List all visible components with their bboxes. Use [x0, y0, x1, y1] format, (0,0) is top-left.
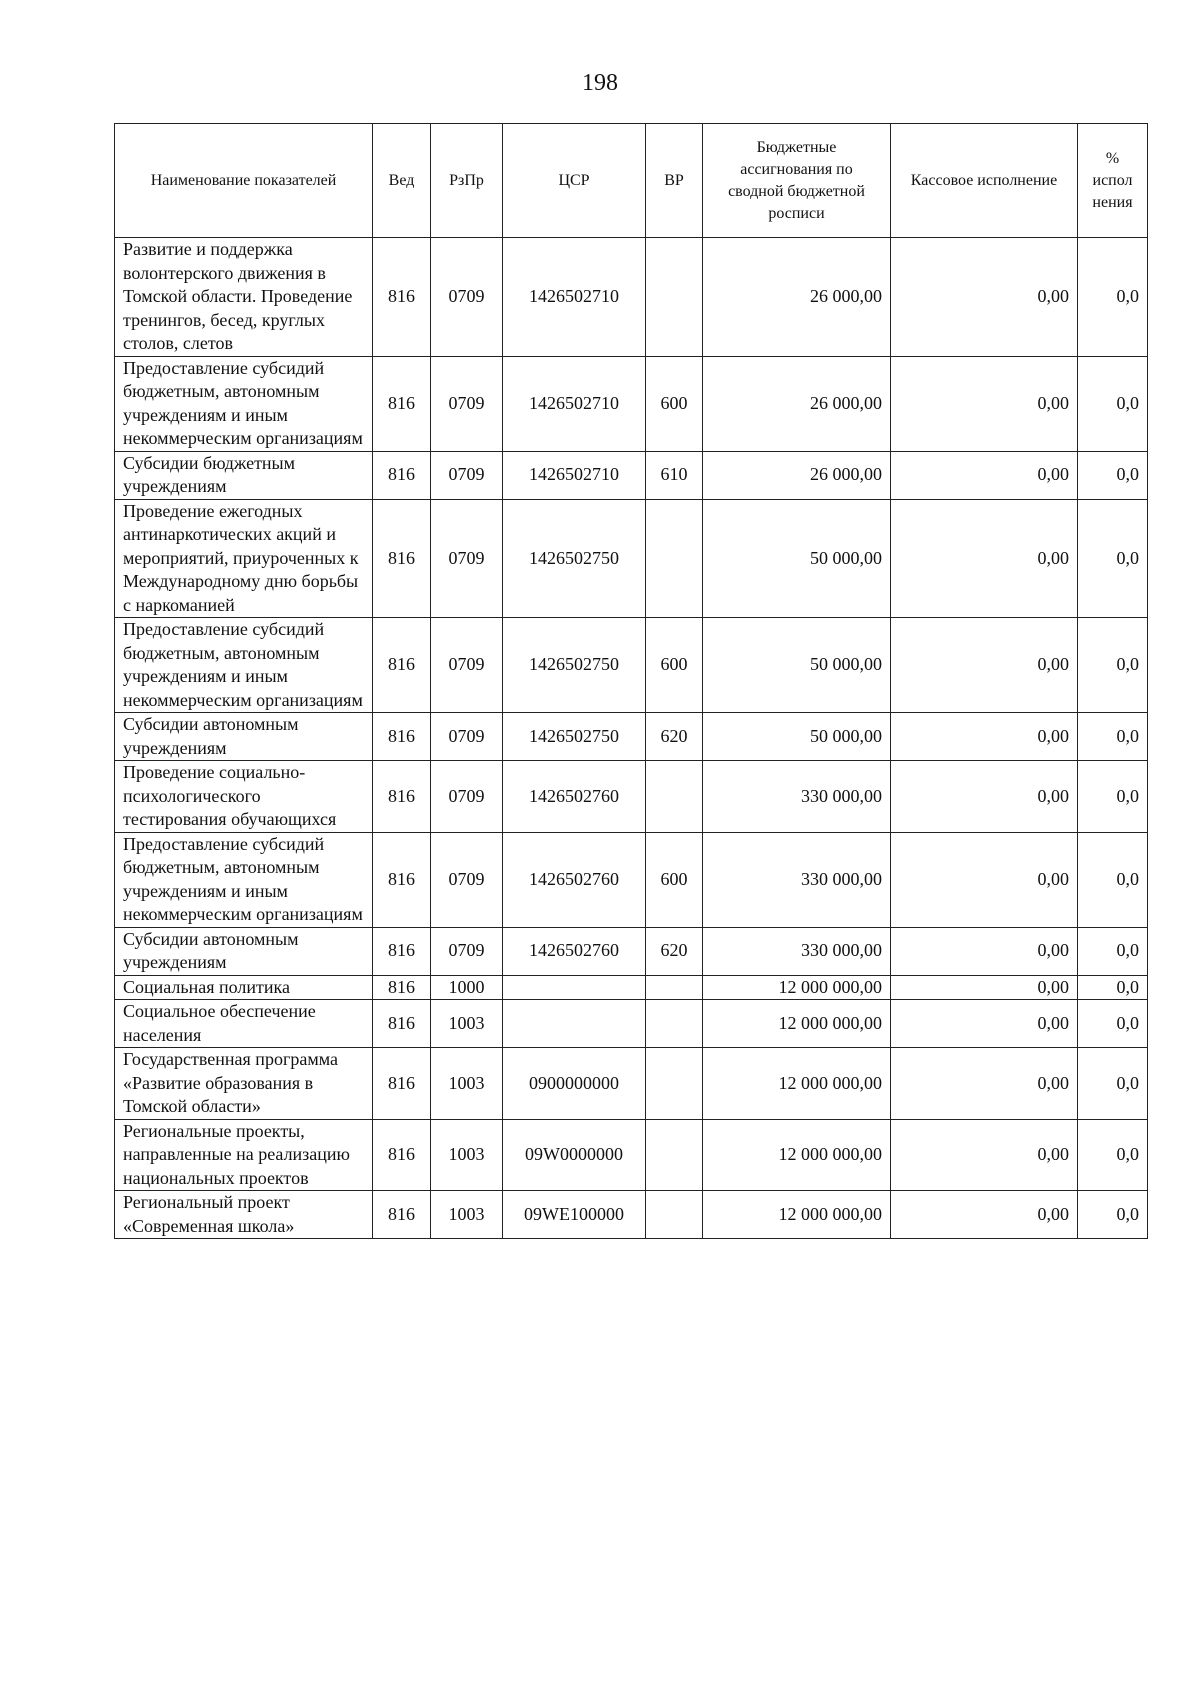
- cell-rzpr: 0709: [431, 761, 503, 833]
- cell-percent: 0,0: [1078, 451, 1148, 499]
- cell-vr: [646, 238, 703, 357]
- cell-csr: 1426502750: [503, 499, 646, 618]
- table-row: [115, 713, 1148, 761]
- cell-csr: 1426502750: [503, 713, 646, 761]
- cell-budget: 26 000,00: [703, 356, 891, 451]
- cell-rzpr: 0709: [431, 356, 503, 451]
- header-name: Наименование показателей: [115, 124, 373, 238]
- table-row: [115, 356, 1148, 451]
- cell-budget: 12 000 000,00: [703, 975, 891, 1000]
- cell-vr: [646, 761, 703, 833]
- cell-cash: 0,00: [891, 1119, 1078, 1191]
- cell-rzpr: 0709: [431, 451, 503, 499]
- cell-vr: 600: [646, 618, 703, 713]
- cell-name: Субсидии автономным учреждениям: [115, 927, 373, 975]
- cell-ved: 816: [373, 451, 431, 499]
- cell-rzpr: 1003: [431, 1191, 503, 1239]
- cell-budget: 330 000,00: [703, 761, 891, 833]
- cell-rzpr: 0709: [431, 499, 503, 618]
- cell-budget: 26 000,00: [703, 238, 891, 357]
- header-csr: ЦСР: [503, 124, 646, 238]
- cell-csr: 09WE100000: [503, 1191, 646, 1239]
- cell-budget: 50 000,00: [703, 618, 891, 713]
- cell-rzpr: 1003: [431, 1048, 503, 1120]
- cell-csr: [503, 1000, 646, 1048]
- table-row: [115, 238, 1148, 357]
- cell-rzpr: 0709: [431, 927, 503, 975]
- cell-rzpr: 1003: [431, 1000, 503, 1048]
- cell-cash: 0,00: [891, 356, 1078, 451]
- cell-percent: 0,0: [1078, 761, 1148, 833]
- cell-budget: 50 000,00: [703, 499, 891, 618]
- table-row: [115, 761, 1148, 833]
- header-cash-execution: Кассовое исполнение: [891, 124, 1078, 238]
- cell-percent: 0,0: [1078, 499, 1148, 618]
- cell-cash: 0,00: [891, 499, 1078, 618]
- cell-cash: 0,00: [891, 1000, 1078, 1048]
- cell-budget: 50 000,00: [703, 713, 891, 761]
- cell-name: Предоставление субсидий бюджетным, автономным учреждениям и иным некоммерческим организациям: [115, 618, 373, 713]
- cell-vr: 620: [646, 927, 703, 975]
- cell-ved: 816: [373, 618, 431, 713]
- cell-name: Государственная программа «Развитие образования в Томской области»: [115, 1048, 373, 1120]
- cell-cash: 0,00: [891, 1191, 1078, 1239]
- cell-csr: 09W0000000: [503, 1119, 646, 1191]
- cell-ved: 816: [373, 713, 431, 761]
- cell-ved: 816: [373, 1119, 431, 1191]
- cell-budget: 12 000 000,00: [703, 1000, 891, 1048]
- page-number: 198: [582, 70, 618, 96]
- cell-ved: 816: [373, 761, 431, 833]
- cell-csr: 1426502710: [503, 356, 646, 451]
- cell-vr: [646, 1119, 703, 1191]
- cell-percent: 0,0: [1078, 1191, 1148, 1239]
- cell-cash: 0,00: [891, 238, 1078, 357]
- cell-name: Предоставление субсидий бюджетным, автономным учреждениям и иным некоммерческим организациям: [115, 832, 373, 927]
- cell-percent: 0,0: [1078, 927, 1148, 975]
- budget-execution-table: [114, 123, 1148, 1239]
- table-row: [115, 832, 1148, 927]
- cell-csr: 1426502760: [503, 761, 646, 833]
- cell-cash: 0,00: [891, 451, 1078, 499]
- cell-name: Проведение социально-психологического тестирования обучающихся: [115, 761, 373, 833]
- cell-csr: 0900000000: [503, 1048, 646, 1120]
- cell-percent: 0,0: [1078, 1000, 1148, 1048]
- cell-ved: 816: [373, 1048, 431, 1120]
- cell-name: Предоставление субсидий бюджетным, автономным учреждениям и иным некоммерческим организациям: [115, 356, 373, 451]
- cell-csr: 1426502760: [503, 927, 646, 975]
- cell-rzpr: 1003: [431, 1119, 503, 1191]
- cell-csr: 1426502710: [503, 238, 646, 357]
- table-row: [115, 1119, 1148, 1191]
- header-execution-percent: % испол нения: [1078, 124, 1148, 238]
- cell-vr: 600: [646, 832, 703, 927]
- cell-vr: [646, 499, 703, 618]
- cell-cash: 0,00: [891, 1048, 1078, 1120]
- cell-ved: 816: [373, 356, 431, 451]
- cell-ved: 816: [373, 499, 431, 618]
- cell-cash: 0,00: [891, 975, 1078, 1000]
- cell-csr: [503, 975, 646, 1000]
- table-row: [115, 975, 1148, 1000]
- table-row: [115, 1191, 1148, 1239]
- cell-vr: 600: [646, 356, 703, 451]
- cell-cash: 0,00: [891, 618, 1078, 713]
- table-row: [115, 1048, 1148, 1120]
- cell-percent: 0,0: [1078, 1119, 1148, 1191]
- cell-name: Субсидии автономным учреждениям: [115, 713, 373, 761]
- cell-csr: 1426502750: [503, 618, 646, 713]
- cell-percent: 0,0: [1078, 832, 1148, 927]
- cell-ved: 816: [373, 1191, 431, 1239]
- cell-csr: 1426502760: [503, 832, 646, 927]
- table-row: [115, 618, 1148, 713]
- table-row: [115, 1000, 1148, 1048]
- cell-ved: 816: [373, 927, 431, 975]
- table-header: [115, 124, 1148, 238]
- cell-vr: [646, 1191, 703, 1239]
- cell-budget: 12 000 000,00: [703, 1048, 891, 1120]
- table-body: [115, 238, 1148, 1239]
- cell-name: Региональный проект «Современная школа»: [115, 1191, 373, 1239]
- cell-rzpr: 0709: [431, 618, 503, 713]
- cell-name: Субсидии бюджетным учреждениям: [115, 451, 373, 499]
- table-row: [115, 451, 1148, 499]
- cell-name: Развитие и поддержка волонтерского движения в Томской области. Проведение тренингов, бесед, круглых столов, слетов: [115, 238, 373, 357]
- cell-cash: 0,00: [891, 832, 1078, 927]
- table-row: [115, 927, 1148, 975]
- cell-name: Социальное обеспечение населения: [115, 1000, 373, 1048]
- cell-vr: 620: [646, 713, 703, 761]
- cell-percent: 0,0: [1078, 975, 1148, 1000]
- cell-ved: 816: [373, 1000, 431, 1048]
- table-row: [115, 499, 1148, 618]
- header-row: [115, 124, 1148, 238]
- cell-ved: 816: [373, 238, 431, 357]
- cell-percent: 0,0: [1078, 356, 1148, 451]
- cell-percent: 0,0: [1078, 238, 1148, 357]
- header-vr: ВР: [646, 124, 703, 238]
- cell-rzpr: 0709: [431, 713, 503, 761]
- cell-name: Проведение ежегодных антинаркотических акций и мероприятий, приуроченных к Международному дню борьбы с наркоманией: [115, 499, 373, 618]
- cell-budget: 26 000,00: [703, 451, 891, 499]
- header-ved: Вед: [373, 124, 431, 238]
- cell-budget: 330 000,00: [703, 927, 891, 975]
- cell-rzpr: 0709: [431, 832, 503, 927]
- cell-name: Социальная политика: [115, 975, 373, 1000]
- cell-budget: 12 000 000,00: [703, 1191, 891, 1239]
- cell-name: Региональные проекты, направленные на реализацию национальных проектов: [115, 1119, 373, 1191]
- cell-vr: 610: [646, 451, 703, 499]
- header-rzpr: РзПр: [431, 124, 503, 238]
- cell-ved: 816: [373, 832, 431, 927]
- cell-rzpr: 1000: [431, 975, 503, 1000]
- header-budget-allocations: Бюджетные ассигнования по сводной бюджетной росписи: [703, 124, 891, 238]
- cell-percent: 0,0: [1078, 1048, 1148, 1120]
- cell-budget: 330 000,00: [703, 832, 891, 927]
- cell-vr: [646, 975, 703, 1000]
- cell-cash: 0,00: [891, 761, 1078, 833]
- cell-ved: 816: [373, 975, 431, 1000]
- cell-cash: 0,00: [891, 927, 1078, 975]
- cell-rzpr: 0709: [431, 238, 503, 357]
- cell-vr: [646, 1000, 703, 1048]
- cell-cash: 0,00: [891, 713, 1078, 761]
- cell-vr: [646, 1048, 703, 1120]
- cell-budget: 12 000 000,00: [703, 1119, 891, 1191]
- cell-percent: 0,0: [1078, 713, 1148, 761]
- cell-csr: 1426502710: [503, 451, 646, 499]
- cell-percent: 0,0: [1078, 618, 1148, 713]
